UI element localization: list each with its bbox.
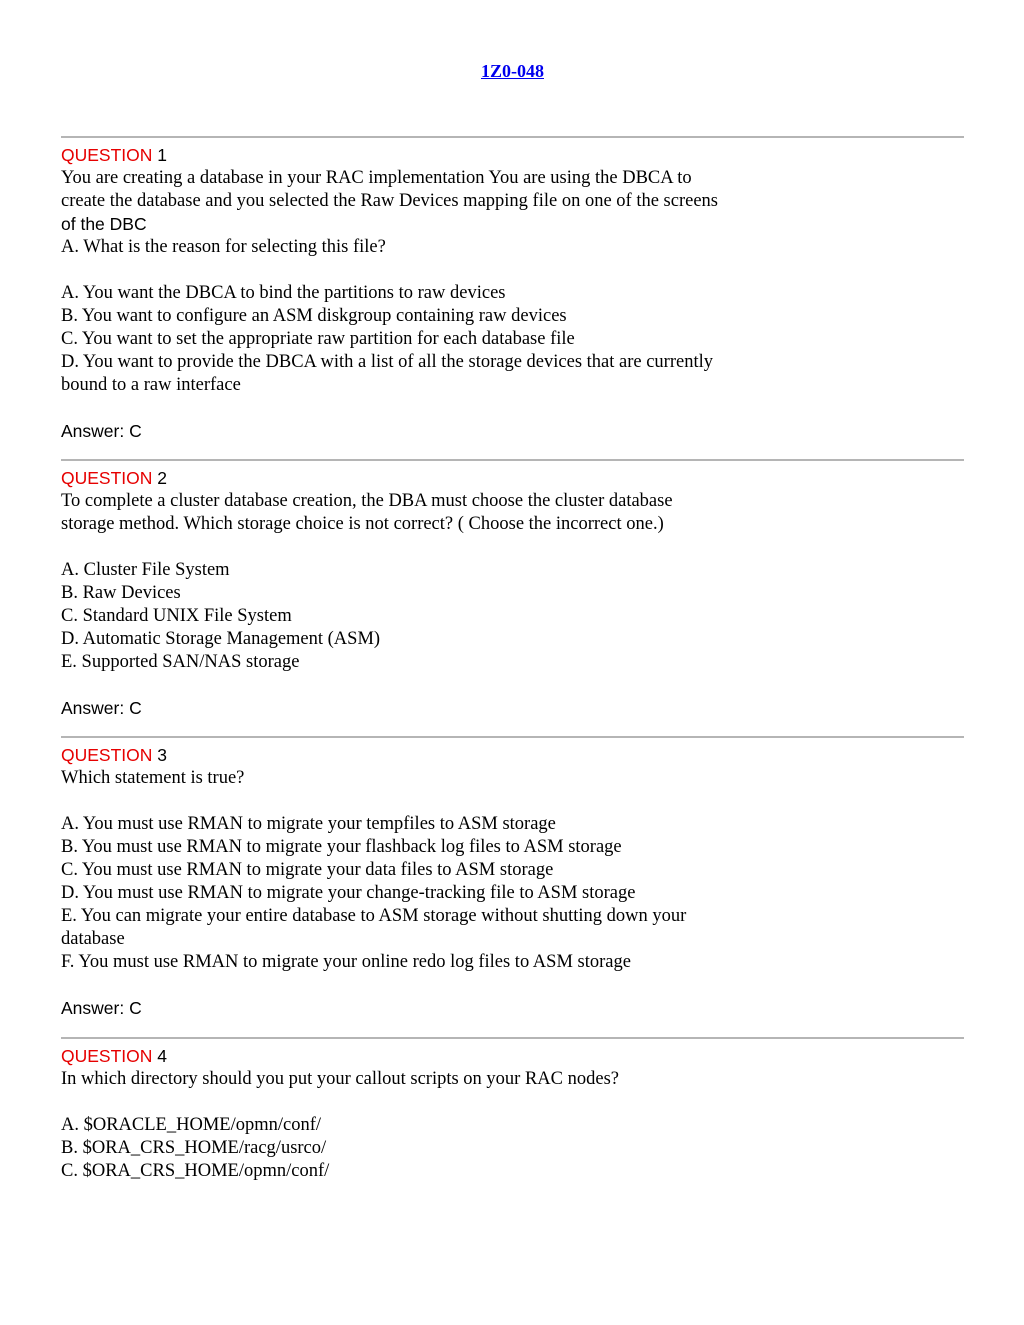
section-divider [61, 136, 964, 138]
question-label: QUESTION [61, 468, 153, 488]
question-number: 1 [157, 145, 168, 165]
question-text-line: To complete a cluster database creation, the DBA must choose the cluster database [61, 491, 673, 511]
question-text-line: storage method. Which storage choice is not correct? ( Choose the incorrect one.) [61, 514, 664, 534]
answer-option-line: database [61, 929, 125, 949]
answer-option-line: F. You must use RMAN to migrate your online redo log files to ASM storage [61, 952, 631, 972]
answer-option-line: A. You must use RMAN to migrate your tempfiles to ASM storage [61, 814, 556, 834]
question-text-line: You are creating a database in your RAC implementation You are using the DBCA to [61, 168, 692, 188]
question-heading [61, 144, 167, 167]
question-label: QUESTION [61, 745, 153, 765]
question-text-line: A. What is the reason for selecting this file? [61, 237, 386, 257]
answer-option-line: C. $ORA_CRS_HOME/opmn/conf/ [61, 1161, 330, 1181]
answer-option-line: B. You must use RMAN to migrate your flashback log files to ASM storage [61, 837, 622, 857]
answer-line: Answer: C [61, 421, 142, 441]
question-text-line: create the database and you selected the Raw Devices mapping file on one of the screens [61, 191, 718, 211]
question-heading [61, 1045, 167, 1068]
answer-option-line: bound to a raw interface [61, 375, 241, 395]
question-label: QUESTION [61, 1046, 153, 1066]
answer-line: Answer: C [61, 998, 142, 1018]
answer-line: Answer: C [61, 698, 142, 718]
question-number: 4 [157, 1046, 168, 1066]
section-divider [61, 459, 964, 461]
answer-option-line: C. Standard UNIX File System [61, 606, 292, 626]
question-heading [61, 744, 167, 767]
answer-option-line: C. You must use RMAN to migrate your data files to ASM storage [61, 860, 554, 880]
question-label: QUESTION [61, 145, 153, 165]
question-text-line: In which directory should you put your callout scripts on your RAC nodes? [61, 1069, 619, 1089]
answer-option-line: C. You want to set the appropriate raw partition for each database file [61, 329, 575, 349]
answer-option-line: E. Supported SAN/NAS storage [61, 652, 300, 672]
answer-option-line: B. You want to configure an ASM diskgroup containing raw devices [61, 306, 567, 326]
answer-option-line: A. Cluster File System [61, 560, 230, 580]
document-title [61, 61, 964, 82]
question-number: 3 [157, 745, 168, 765]
answer-option-line: D. You want to provide the DBCA with a list of all the storage devices that are currently [61, 352, 713, 372]
answer-option-line: E. You can migrate your entire database to ASM storage without shutting down your [61, 906, 687, 926]
section-divider [61, 1037, 964, 1039]
answer-option-line: A. $ORACLE_HOME/opmn/conf/ [61, 1115, 322, 1135]
question-heading [61, 467, 167, 490]
question-text-line: of the DBC [61, 214, 147, 234]
question-text-line: Which statement is true? [61, 768, 245, 788]
answer-option-line: D. Automatic Storage Management (ASM) [61, 629, 381, 649]
answer-option-line: D. You must use RMAN to migrate your change-tracking file to ASM storage [61, 883, 636, 903]
answer-option-line: B. $ORA_CRS_HOME/racg/usrco/ [61, 1138, 327, 1158]
answer-option-line: A. You want the DBCA to bind the partitions to raw devices [61, 283, 506, 303]
title-link[interactable]: 1Z0-048 [481, 61, 544, 81]
answer-option-line: B. Raw Devices [61, 583, 181, 603]
question-number: 2 [157, 468, 168, 488]
section-divider [61, 736, 964, 738]
